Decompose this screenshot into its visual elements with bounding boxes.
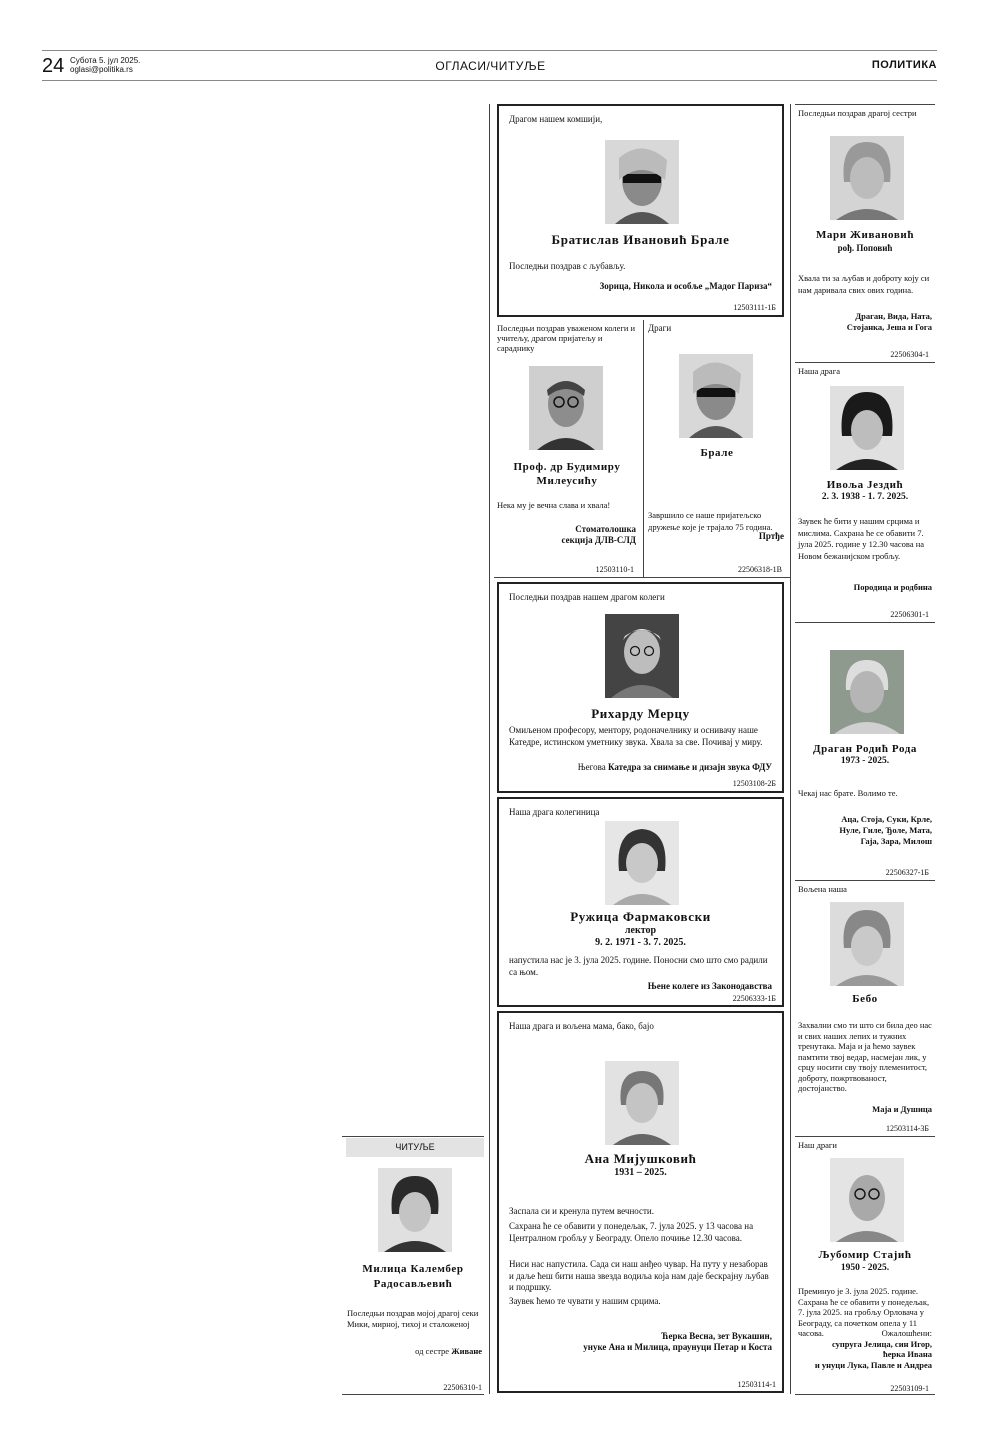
signature-line-2: секција ДЛВ-СЛД xyxy=(561,535,636,545)
intro-text: Наша драга xyxy=(798,366,840,376)
signature-line-1: Ћерка Весна, зет Вукашин, xyxy=(661,1331,772,1341)
intro-text: Наша драга колегиница xyxy=(509,807,600,817)
signature: Породица и родбина xyxy=(853,582,932,592)
signature-line-2: унуке Ана и Милица, праунуци Петар и Коста xyxy=(583,1342,772,1352)
life-dates: 2. 3. 1938 - 1. 7. 2025. xyxy=(821,492,909,502)
deceased-name: Ана Мијушковић xyxy=(584,1151,697,1166)
signature-line-1: Аца, Стоја, Суки, Крле, xyxy=(841,814,932,824)
ad-divider xyxy=(795,880,935,881)
paragraph-2: Сахрана ће се обавити у понедељак, 7. јула 2025. у 13 часова на Централном гробљу у Београду. Опело почиње 12.30 часова. xyxy=(509,1221,754,1243)
date-text: Субота 5. јул 2025. xyxy=(70,56,141,65)
deceased-name: Драган Родић Рода xyxy=(812,743,918,755)
portrait-photo xyxy=(529,366,603,450)
portrait-photo xyxy=(605,821,679,905)
ad-divider xyxy=(643,320,644,577)
header-rule-bottom xyxy=(42,80,937,81)
deceased-name: Мари Живановић xyxy=(815,229,915,241)
signature-line-2: супруга Јелица, син Игор, xyxy=(831,1338,932,1349)
portrait-photo xyxy=(830,902,904,986)
header-rule-top xyxy=(42,50,937,51)
portrait-photo xyxy=(378,1168,452,1252)
ad-code: 22506327-1Б xyxy=(885,868,929,877)
signature: Пртђе xyxy=(758,531,784,541)
intro-text: Драгом нашем комшији, xyxy=(509,114,603,124)
intro-text: Наша драга и вољена мама, бако, бајо xyxy=(509,1021,654,1031)
signature-prefix: од сестре xyxy=(415,1346,450,1356)
role-text: лектор xyxy=(624,925,657,936)
obituary-jezdic xyxy=(795,364,935,620)
paragraph-3: Ниси нас напустила. Сада си наш анђео чувар. На путу у незаборав и даље ћеш бити наша звезда водиља која нам даје бескрајну љубав и подршку. xyxy=(509,1259,769,1292)
obituary-farmakovski xyxy=(497,797,784,1007)
paragraph-1: Заспала си и кренула путем вечности. xyxy=(509,1206,654,1216)
ad-divider xyxy=(795,362,935,363)
deceased-name: Рихарду Мерцу xyxy=(591,706,690,721)
signature: Катедра за снимање и дизајн звука ФДУ xyxy=(607,762,772,772)
obituary-stajic xyxy=(795,1138,935,1394)
ad-code: 12503110-1 xyxy=(595,565,634,574)
ad-code: 12503114-3Б xyxy=(886,1124,929,1133)
ad-divider xyxy=(795,1136,935,1137)
ad-divider xyxy=(795,622,935,623)
ad-code: 22506318-1В xyxy=(738,565,782,574)
obituary-mijuskovic xyxy=(497,1011,784,1393)
deceased-name: Ивоља Јездић xyxy=(826,479,904,491)
ad-code: 22506333-1Б xyxy=(732,994,776,1003)
message-text: Завршило се наше пријатељско дружење које је трајало 75 година. xyxy=(648,510,773,532)
deceased-name: Бебо xyxy=(852,993,878,1005)
portrait-photo xyxy=(605,1061,679,1145)
obituary-ivanovic-brale xyxy=(497,104,784,317)
column-divider xyxy=(489,104,490,1394)
message-text: Захвални смо ти што си била део нас и свих наших лепих и тужних тренутака. Маја и ја ћемо заувек памтити твој ведар, насмејан лик, у срцу носити сву твоју племенитост, доброту, пожртвованост, достојанство. xyxy=(798,1020,932,1093)
obituary-rodic xyxy=(795,624,935,878)
obituary-bebo xyxy=(795,882,935,1134)
ad-code: 22506301-1 xyxy=(890,610,929,619)
name-line-1: Милица Калембер xyxy=(362,1263,464,1275)
intro-text: Последњи поздрав драгој сестри xyxy=(798,108,917,118)
paragraph-4: Заувек ћемо те чувати у нашим срцима. xyxy=(509,1296,661,1306)
page-number: 24 xyxy=(42,55,65,77)
portrait-photo xyxy=(830,1158,904,1242)
column-divider xyxy=(790,104,791,1394)
ad-code: 12503114-1 xyxy=(737,1380,776,1389)
message-text: Нека му је вечна слава и хвала! xyxy=(497,500,611,510)
message-text: Чекај нас брате. Волимо те. xyxy=(798,788,898,798)
ad-code: 22506304-1 xyxy=(890,350,929,359)
section-title: ОГЛАСИ/ЧИТУЉЕ xyxy=(435,59,546,73)
signature-line-1: Драган, Вида, Ната, xyxy=(855,311,932,321)
name-line-2: Радосављевић xyxy=(373,1278,453,1290)
deceased-name: Брале xyxy=(700,447,734,459)
portrait-photo xyxy=(830,650,904,734)
maiden-name: рођ. Поповић xyxy=(837,243,893,253)
message-text: Заувек ће бити у нашим срцима и мислима. Сахрана ће се обавити 7. јула 2025. године у 12.30 часова на Новом бежанијском гробљу. xyxy=(798,516,925,561)
signature-line-3: Гаја, Зара, Милош xyxy=(860,836,932,846)
obituary-merc xyxy=(497,582,784,793)
ad-divider xyxy=(795,104,935,105)
signature: Зорица, Никола и особље „Мадог Париза“ xyxy=(599,281,772,291)
life-dates: 1931 – 2025. xyxy=(614,1167,667,1178)
email-text: oglasi@politika.rs xyxy=(70,65,133,74)
message-text: Хвала ти за љубав и доброту коју си нам даривала свих ових година. xyxy=(798,273,930,295)
ad-divider xyxy=(795,1394,935,1395)
signature: Маја и Душица xyxy=(872,1104,932,1114)
obituary-brale-small xyxy=(646,320,788,577)
deceased-name: Братислав Ивановић Брале xyxy=(551,232,730,247)
message-text: Омиљеном професору, ментору, родоначелнику и оснивачу наше Катедре, истинском уметнику звука. Хвала за све. Почивај у миру. xyxy=(509,725,763,747)
life-dates: 1950 - 2025. xyxy=(840,1263,890,1273)
intro-text: Последњи поздрав нашем драгом колеги xyxy=(509,592,665,602)
life-dates: 1973 - 2025. xyxy=(840,756,890,766)
ad-code: 12503111-1Б xyxy=(733,303,776,312)
portrait-photo xyxy=(605,614,679,698)
ad-divider xyxy=(494,577,790,578)
obituary-zivanovic xyxy=(795,106,935,360)
signature-line-2: Стојанка, Јеша и Гога xyxy=(846,322,932,332)
obituary-kalember xyxy=(342,1136,484,1394)
signature: Њене колеге из Законодавства xyxy=(647,981,772,991)
portrait-photo xyxy=(830,136,904,220)
ad-code: 22503109-1 xyxy=(890,1384,929,1393)
deceased-name: Љубомир Стајић xyxy=(818,1249,912,1261)
signature: Живане xyxy=(451,1346,482,1356)
signature-line-3: ћерка Ивана xyxy=(883,1349,932,1359)
portrait-photo xyxy=(605,140,679,224)
deceased-name xyxy=(342,1262,484,1292)
signature-line-4: и унуци Лука, Павле и Андреа xyxy=(814,1359,932,1370)
message-text: Преминуо је 3. јула 2025. године. Сахрана ће се обавити у понедељак, 7. јула 2025. на гробљу Орловача у Београду, са почетком опела у 11 часова. xyxy=(798,1286,930,1338)
signature-line-1: Ожалошћени: xyxy=(881,1328,932,1338)
newspaper-logo: ПОЛИТИКА xyxy=(871,59,937,71)
portrait-photo xyxy=(830,386,904,470)
ad-code: 12503108-2Б xyxy=(732,779,776,788)
signature-prefix: Његова xyxy=(577,762,606,772)
ad-divider xyxy=(342,1394,484,1395)
ad-code: 22506310-1 xyxy=(443,1383,482,1392)
life-dates: 9. 2. 1971 - 3. 7. 2025. xyxy=(595,937,686,948)
message-text: Последњи поздрав с љубављу. xyxy=(509,261,626,271)
intro-text: Вољена наша xyxy=(798,884,847,894)
section-label: ЧИТУЉЕ xyxy=(346,1138,484,1157)
portrait-photo xyxy=(679,354,753,438)
signature-line-2: Нуле, Гиле, Ђоле, Мата, xyxy=(839,825,932,835)
message-text: Последњи поздрав мојој драгој секи Мики, мирној, тихој и сталоженој xyxy=(347,1308,479,1329)
signature-line-1: Стоматолошка xyxy=(575,524,636,534)
deceased-name: Ружица Фармаковски xyxy=(570,909,711,924)
message-text: напустила нас је 3. јула 2025. године. Поносни смо што смо радили са њом. xyxy=(509,955,768,977)
deceased-name: Проф. др Будимиру Милеусићу xyxy=(513,461,621,487)
intro-text: Последњи поздрав уваженом колеги и учитељу, драгом пријатељу и сараднику xyxy=(497,323,636,353)
intro-text: Наш драги xyxy=(798,1140,837,1150)
obituary-mileusnic xyxy=(494,320,640,577)
intro-text: Драги xyxy=(648,323,672,333)
